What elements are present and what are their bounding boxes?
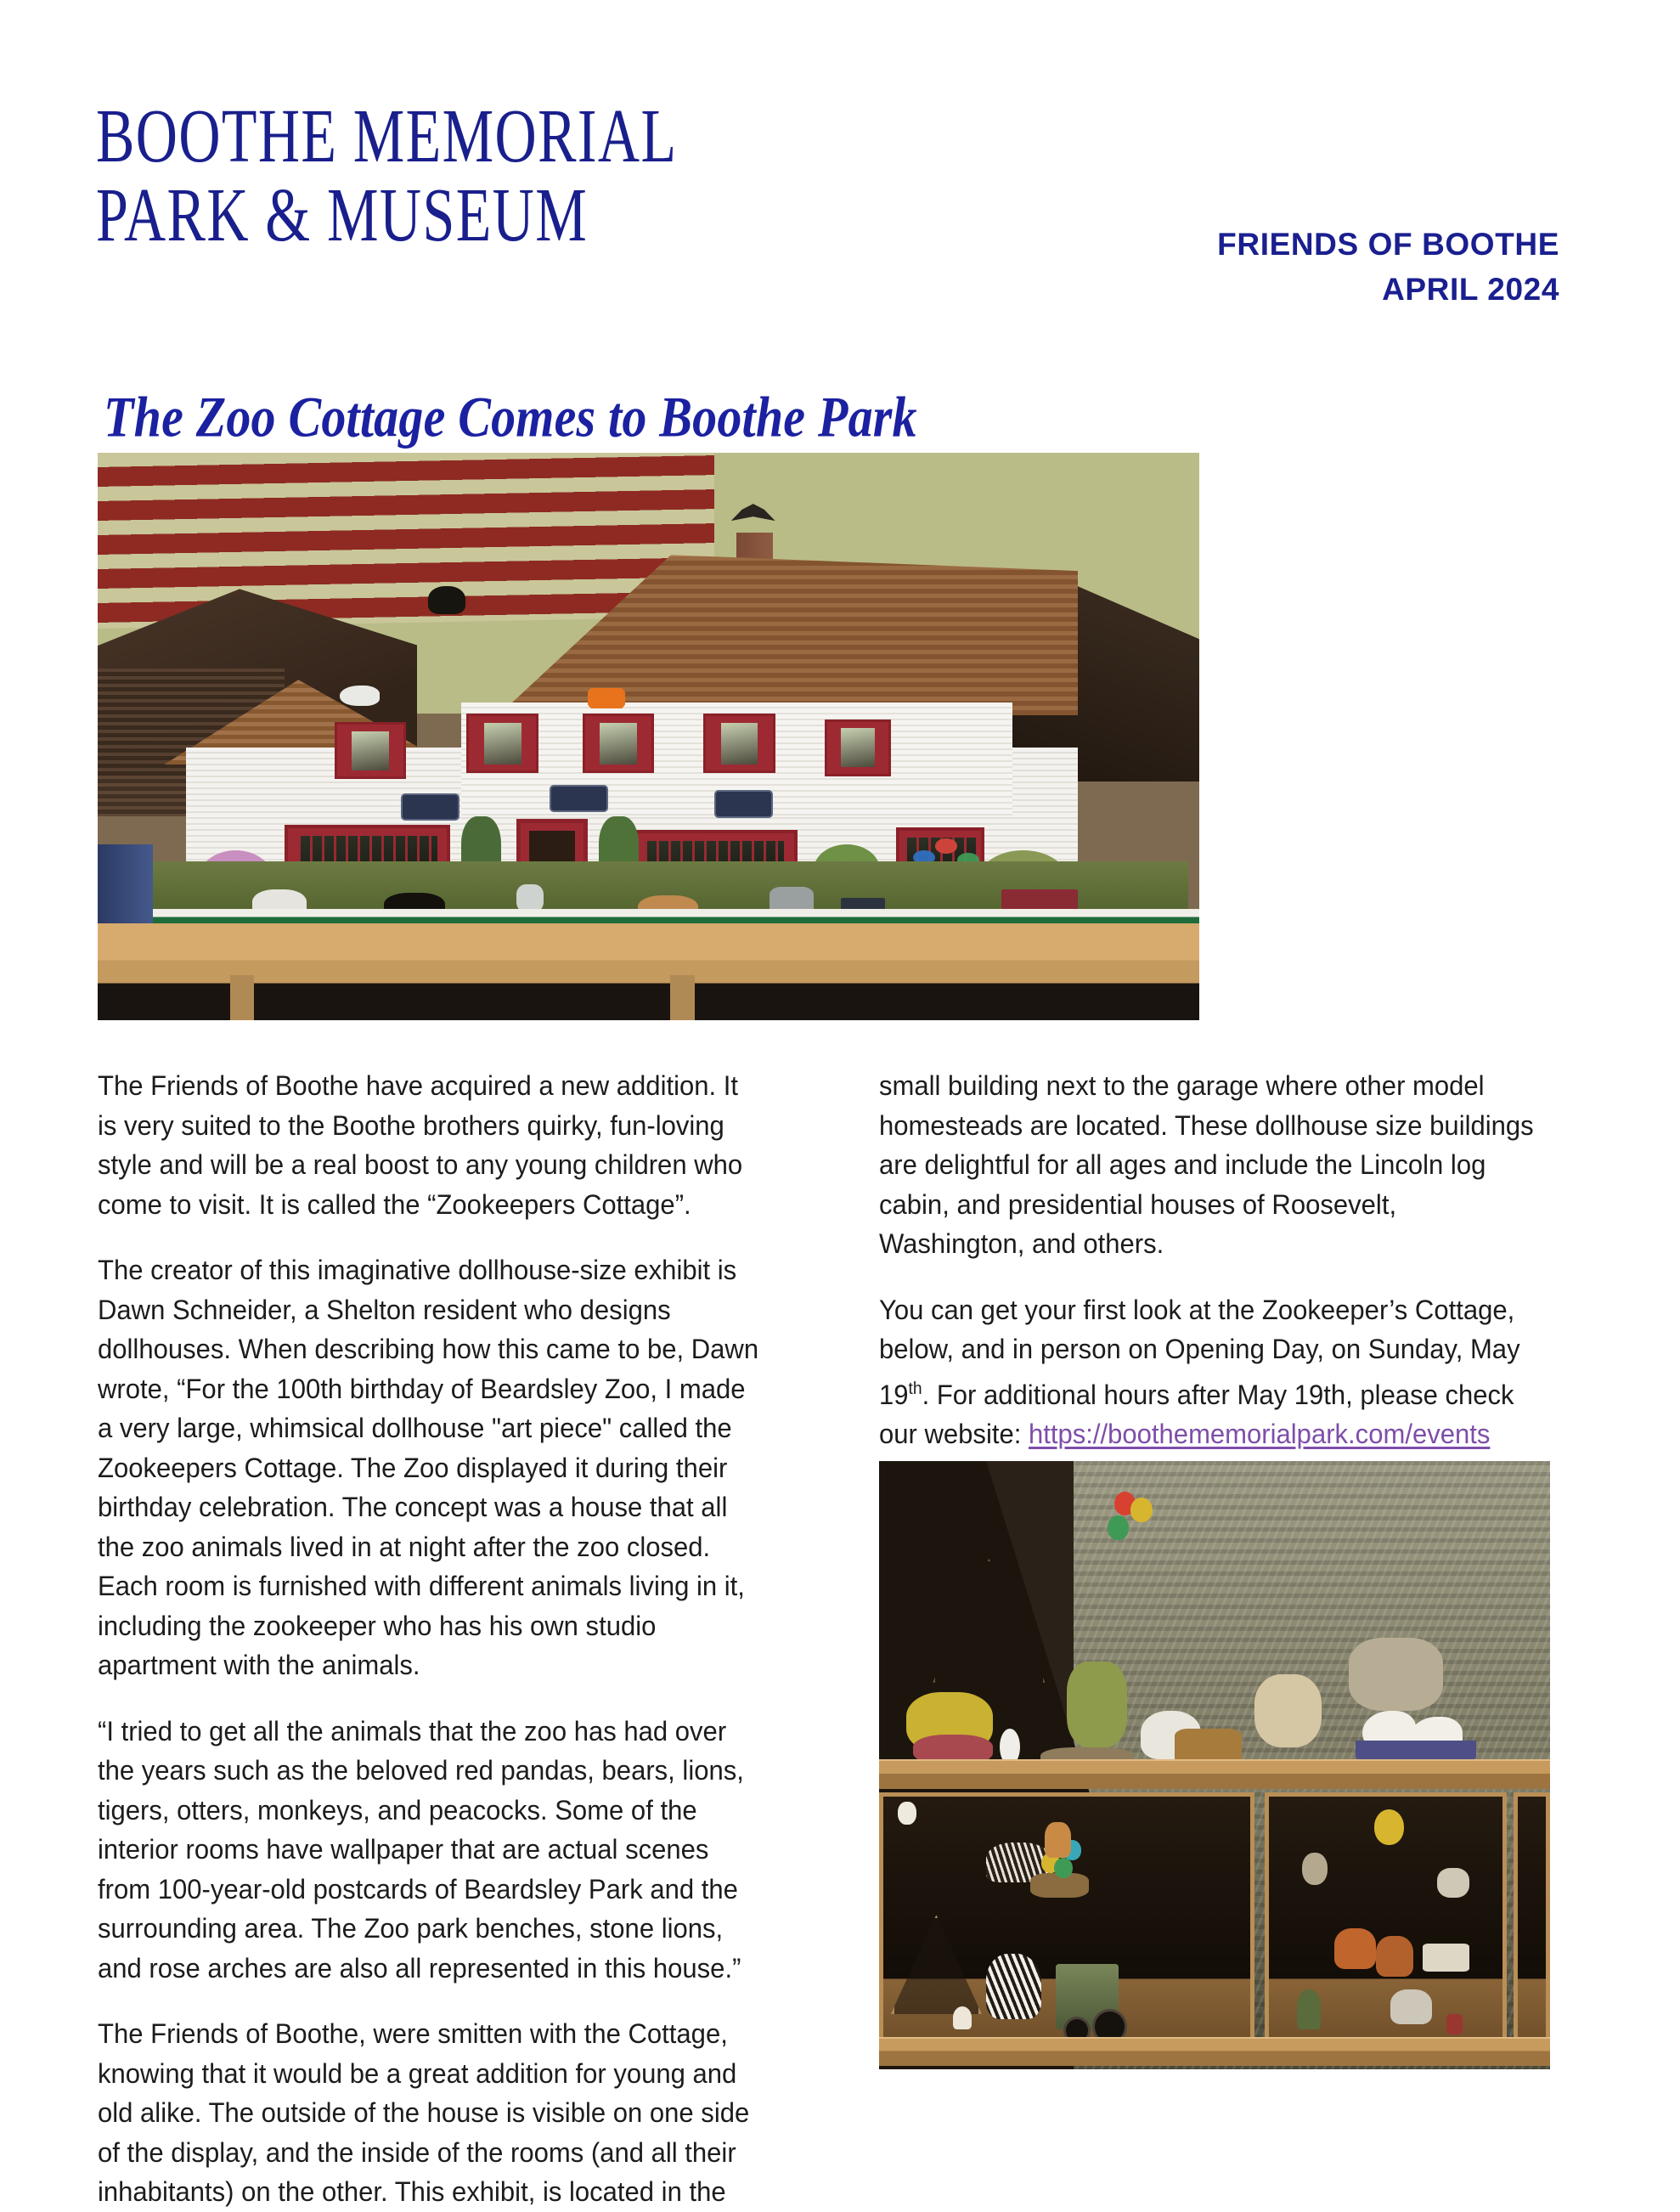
deer-figurine	[1390, 1989, 1432, 2025]
masthead-title-line-1: BOOTHE MEMORIAL	[96, 93, 678, 179]
organization-name: FRIENDS OF BOOTHE	[1217, 227, 1559, 262]
table-leg-right	[670, 975, 695, 1020]
balloon-yellow-upper	[1130, 1498, 1152, 1522]
issue-info	[1217, 223, 1559, 312]
balloon-green-room	[1054, 1858, 1073, 1878]
issue-date: APRIL 2024	[1382, 271, 1559, 307]
zoo-sign-3	[714, 790, 773, 817]
shelf-divider	[879, 1759, 1550, 1789]
ordinal-suffix: th	[908, 1379, 922, 1398]
red-panda-figurine-2	[1376, 1936, 1413, 1977]
interior-room-left	[879, 1792, 1254, 2054]
log-shelter-structure	[891, 1915, 982, 2014]
cat-figurine	[1437, 1868, 1469, 1899]
balloon-green-upper	[1108, 1515, 1129, 1540]
upper-window-1	[335, 722, 406, 779]
paragraph-5: small building next to the garage where other model homesteads are located. These dollhouse size buildings are delightful for all ages and include the Lincoln log cabin, and presidential houses of Roosevelt, Washington, and others.	[879, 1070, 1534, 1259]
red-panda-figurine-1	[1334, 1928, 1376, 1969]
zoo-sign-1	[401, 793, 459, 821]
article-headline: The Zoo Cottage Comes to Boothe Park	[104, 385, 917, 449]
table-leg-left	[230, 975, 255, 1020]
interior-room-right	[1265, 1792, 1506, 2054]
balloon-yellow-right	[1374, 1809, 1405, 1845]
shelf-base	[879, 2037, 1550, 2067]
upper-window-3	[583, 714, 654, 773]
masthead	[96, 93, 1030, 258]
tall-grass-cluster	[1067, 1662, 1127, 1746]
bear-figurine-roof	[428, 586, 465, 614]
balloon-red	[935, 838, 957, 853]
red-object	[1446, 2014, 1463, 2034]
photo-cottage-exterior	[98, 453, 1199, 1020]
zoo-sign-2	[550, 785, 608, 812]
blue-curtain	[98, 844, 153, 924]
article-column-right	[879, 1066, 1576, 1453]
article-column-left	[98, 1066, 792, 2212]
mushroom-decoration	[953, 2006, 972, 2029]
paragraph-1: The Friends of Boothe have acquired a new addition. It is very suited to the Boothe brothers quirky, fun-loving style and will be a real boost to any young children who come to visit. It is called the “Zookeepers Cottage”.	[98, 1070, 743, 1220]
opening-day-text-part-2: . For additional hours after May 19th, please check our website:	[879, 1379, 1514, 1449]
opening-day-text-part-1: You can get your first look at the Zookeeper’s Cottage, below, and in person on Opening Day, on Sunday, May 19	[879, 1294, 1520, 1410]
bench-figurine	[1423, 1944, 1469, 1972]
paragraph-3: “I tried to get all the animals that the zoo has had over the years such as the beloved red pandas, bears, lions, tigers, otters, monkeys, and peacocks. Some of the interior rooms have wallpaper that are actual scenes from 100-year-old postcards of Beardsley Park and the surrounding area. The Zoo park benches, stone lions, and rose arches are also all represented in this house.”	[98, 1715, 744, 1983]
raccoon-figurine-roof	[340, 686, 380, 706]
upper-window-4	[703, 714, 775, 773]
photo-cottage-interior	[879, 1461, 1550, 2069]
goat-figurine	[516, 884, 544, 912]
bear-figurine-interior	[1349, 1638, 1443, 1711]
upper-window-2	[466, 714, 538, 773]
paragraph-6	[879, 1290, 1544, 1454]
owl-figurine	[898, 1802, 916, 1825]
giraffe-figurine	[1045, 1822, 1070, 1858]
zebra-figurine	[986, 1954, 1041, 2019]
panda-figurine	[1302, 1853, 1328, 1886]
wooden-display-table	[98, 923, 1199, 1020]
interior-room-edge	[1514, 1792, 1550, 2054]
upper-window-5	[825, 719, 891, 776]
evergreen-tree	[1297, 1989, 1320, 2030]
paragraph-2: The creator of this imaginative dollhouse-size exhibit is Dawn Schneider, a Shelton resident who designs dollhouses. When describing how this came to be, Dawn wrote, “For the 100th birthday of Beardsley Zoo, I made a very large, whimsical dollhouse "art piece" called the Zookeepers Cottage. The Zoo displayed it during their birthday celebration. The concept was a house that all the zoo animals lived in at night after the zoo closed. Each room is furnished with different animals living in it, including the zookeeper who has his own studio apartment with the animals.	[98, 1255, 759, 1680]
events-website-link[interactable]: https://boothememorialpark.com/events	[1028, 1418, 1491, 1449]
paragraph-4: The Friends of Boothe, were smitten with the Cottage, knowing that it would be a great addition for young and old alike. The outside of the house is visible on one side of the display, and the inside of the rooms (and all their inhabitants) on the other. This exhibit, is located in the	[98, 2018, 750, 2207]
display-base-edge	[98, 909, 1199, 923]
masthead-title-line-2: PARK & MUSEUM	[96, 172, 589, 258]
butterfly-decoration	[588, 688, 625, 708]
lion-figurine	[1254, 1674, 1322, 1747]
